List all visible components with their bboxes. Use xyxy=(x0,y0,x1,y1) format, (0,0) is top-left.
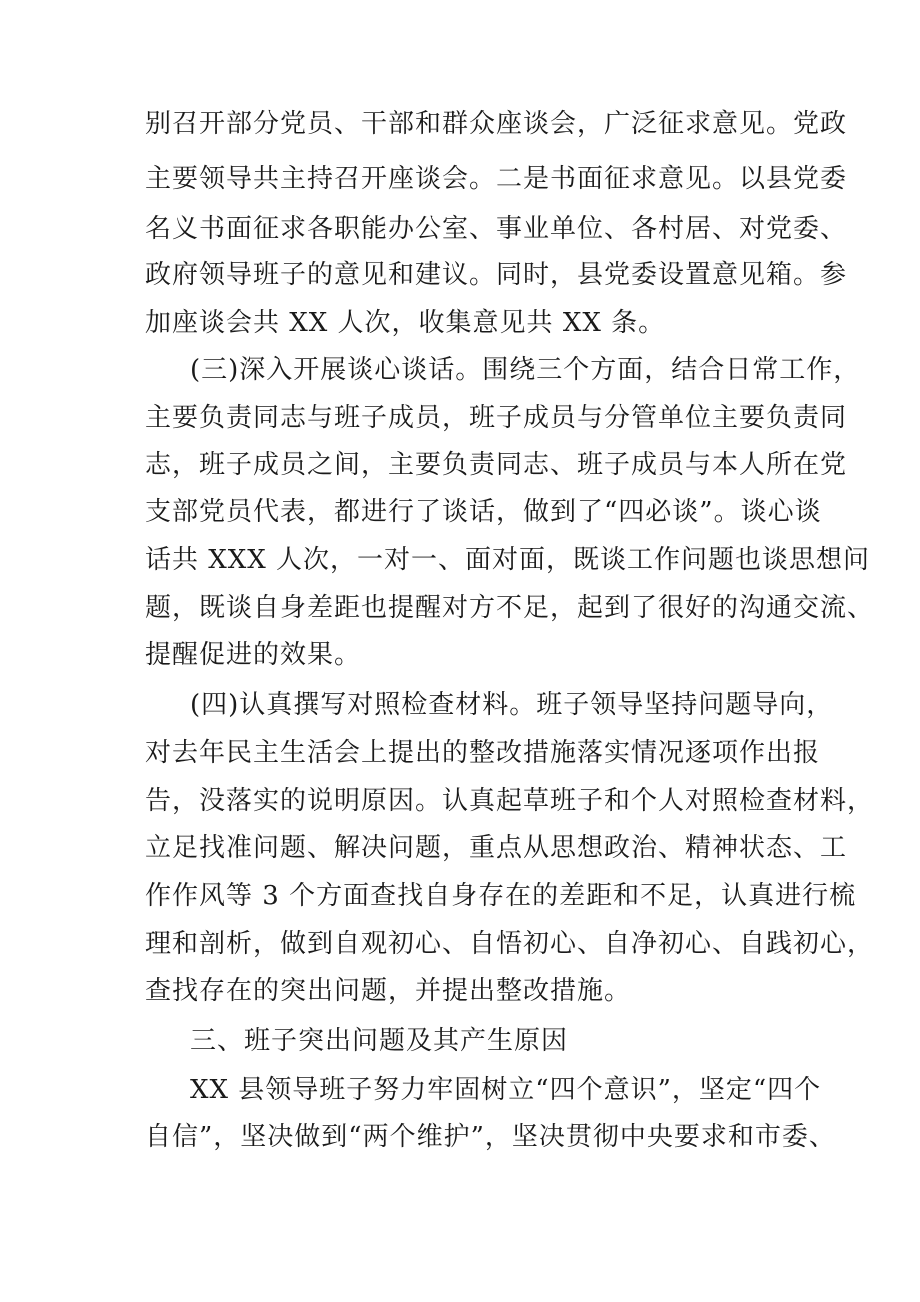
text-line: 主要领导共主持召开座谈会。二是书面征求意见。以县党委 xyxy=(145,164,848,194)
text-line: 主要负责同志与班子成员，班子成员与分管单位主要负责同 xyxy=(145,403,848,433)
text-line: 加座谈会共 XX 人次，收集意见共 XX 条。 xyxy=(145,308,666,338)
text-line: XX 县领导班子努力牢固树立“四个意识”，坚定“四个 xyxy=(190,1075,822,1105)
text-line: 名义书面征求各职能办公室、事业单位、各村居、对党委、 xyxy=(145,214,848,244)
text-line: 题，既谈自身差距也提醒对方不足，起到了很好的沟通交流、 xyxy=(145,593,875,623)
paragraph-heading-4: (四)认真撰写对照检查材料。班子领导坚持问题导向， xyxy=(190,690,834,720)
text-line: 话共 XXX 人次，一对一、面对面，既谈工作问题也谈思想问 xyxy=(145,545,871,575)
paragraph-heading-3: (三)深入开展谈心谈话。围绕三个方面，结合日常工作， xyxy=(190,355,861,385)
text-line: 政府领导班子的意见和建议。同时，县党委设置意见箱。参 xyxy=(145,260,848,290)
text-line: 作作风等 3 个方面查找自身存在的差距和不足，认真进行梳 xyxy=(145,881,857,911)
text-line: 支部党员代表，都进行了谈话，做到了“四必谈”。谈心谈 xyxy=(145,497,822,527)
text-line: 告，没落实的说明原因。认真起草班子和个人对照检查材料， xyxy=(145,786,875,816)
text-line: 自信”，坚决做到“两个维护”，坚决贯彻中央要求和市委、 xyxy=(145,1122,836,1152)
text-line: 提醒促进的效果。 xyxy=(145,640,362,670)
section-heading: 三、班子突出问题及其产生原因 xyxy=(190,1026,569,1056)
text-line: 查找存在的突出问题，并提出整改措施。 xyxy=(145,976,632,1006)
text-line: 立足找准问题、解决问题，重点从思想政治、精神状态、工 xyxy=(145,833,848,863)
text-line: 志，班子成员之间，主要负责同志、班子成员与本人所在党 xyxy=(145,450,848,480)
text-line: 理和剖析，做到自观初心、自悟初心、自净初心、自践初心， xyxy=(145,929,875,959)
text-line: 别召开部分党员、干部和群众座谈会，广泛征求意见。党政 xyxy=(145,109,848,139)
text-line: 对去年民主生活会上提出的整改措施落实情况逐项作出报 xyxy=(145,738,821,768)
